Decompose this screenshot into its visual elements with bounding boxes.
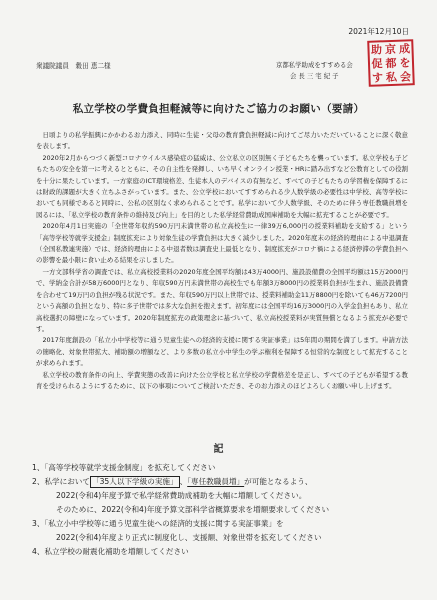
underlined-phrase: 「専任教職員増」 [187,477,245,486]
sender-block [276,60,353,82]
request-item [32,545,412,559]
request-list [32,461,412,559]
item-number: 2、 [32,477,45,486]
seal-char: 会 [399,69,412,84]
sender-chair: 会 長 三 宅 紀 子 [290,72,339,80]
item-text: 「高等学校等就学支援金制度」を拡充してください [44,463,216,472]
item-text: 私学において [44,477,90,486]
body-paragraph: 2017年度創設の「私立小中学校等に通う児童生徒への経済的支援に関する実証事業」は5年間の期間を満了します。申請方法の簡略化、対象世帯拡大、補助額の増額など、より多数の私立小中学生の学ぶ権利を保障する恒常的な制度として拡充することが求められます。 [36,336,408,368]
seal-char: 都 [385,56,397,70]
item-text: 、 [179,477,188,486]
body-paragraph: 日頃よりの私学振興にかかわるお力添え、同時に生徒・父母の教育費負担軽減に向けてご尽力いただいていることに深く敬意を表します。 [36,131,408,151]
body-paragraph: 2020年4月1日実施の「全世帯年収約590万円未満世帯の私立高校生に一律39万6,000円の授業料補助を支給する」という「高等学校等就学支援金」制度拡充により対象生徒の学費負担は大きく減少しました。2020年度末の経済的理由による中退調査（全国私教連実施）では、経済的理由による中退者数は調査史上最低となり、制度拡充がコロナ禍による経済停滞の学費負担への影響を最小限に食い止める結果を示しました。 [36,222,409,265]
seal-char: 京 [384,42,397,56]
item-number: 3、 [32,519,45,528]
request-item [32,461,412,475]
item-text: が可能となるよう、 [244,477,313,486]
body-paragraph: 私立学校の教育条件の向上、学費実態の改善に向けた公立学校と私立学校の学費格差を是正し、すべての子どもが希望する教育を受けられるようにするために、以下の事項についてご検討いただき、そのお力添えのほどよろしくお願い申し上げます。 [36,370,408,390]
request-item [32,517,412,531]
letter-date: 2021年12月10日 [348,27,409,36]
request-item-continuation: 2022(令和4)年度より正式に制度化し、支援額、対象世帯を拡充してください [56,533,322,542]
seal-char: 助 [370,42,383,57]
seal-char: 成 [398,41,411,56]
request-item-continuation: 2022(令和4)年度予算で私学経常費助成補助を大幅に増額してください。 [56,491,307,500]
organization-seal [367,39,415,87]
item-text: 「私立小中学校等に通う児童生徒への経済的支援に関する実証事業」を [44,519,284,528]
boxed-phrase: 「35人以下学級の実施」 [92,477,178,486]
request-item [32,475,412,489]
ki-heading: 記 [213,444,224,455]
item-number: 1、 [32,463,45,472]
body-paragraph: 2020年2月からつづく新型コロナウイルス感染症の猛威は、公立私立の区別無く子どもたちを襲っています。私立学校も子どもたちの安全を第一に考えるとともに、その自主性を発揮し、いち早くオンライン授業・HRに踏み出すなど公教育としての役割を十分に果たしています。一方家庭のICT環境格差、生徒本人のデバイスの有無など、すべての子どもたちの学習権を保障するには財政的課題が大きく立ちふさがっています。また、公立学校においてすすめられる少人数学級の必要性は中学校、高等学校においても同様であると同時に、公私の区別なく求められることです。私学において少人数学級、そのために伴う専任教職員増を図るには、「私立学校の教育条件の維持及び向上」を目的とした私学経常費助成国庫補助を大幅に拡充することが必要です。 [36,153,408,219]
item-text: 私立学校の耐震化補助を増額してください [44,547,189,556]
request-item-continuation: そのために、2022(令和4)年度予算文部科学省概算要求を増額要求してください [56,505,330,514]
letter-title: 私立学校の学費負担軽減等に向けたご協力のお願い（要請） [72,103,365,115]
seal-char: を [399,55,411,70]
sender-organization: 京都私学助成をすすめる会 [276,61,353,69]
seal-char: 私 [385,70,398,84]
seal-char: 促 [371,56,383,71]
letter-body [36,130,408,392]
body-paragraph: 一方文部科学省の調査では、私立高校授業料の2020年度全国平均額は43万4000円、施設設備費の全国平均額は15万2000円で、学納金合計が58万6000円となり、年収590万円未満世帯の高校生でも年額3万8000円の授業料負担が生まれ、施設設備費を合わせて19万円の負担が残る状況です。また、年収590万円以上世帯では、授業料補助金11万8800円を除いても46万7200円という高額の負担となり、特に多子世帯では多大な負担を抱えます。初年度には全国平均16万3000円の入学金負担もあり、私立高校選択の障壁になっています。2020年制度拡充の政策理念に基づいて、私立高校授業料が実質無償となるよう拡充が必要です。 [36,267,408,333]
item-number: 4、 [32,547,45,556]
seal-char: す [371,70,384,85]
addressee: 衆議院議員 穀田 恵二様 [36,62,111,70]
